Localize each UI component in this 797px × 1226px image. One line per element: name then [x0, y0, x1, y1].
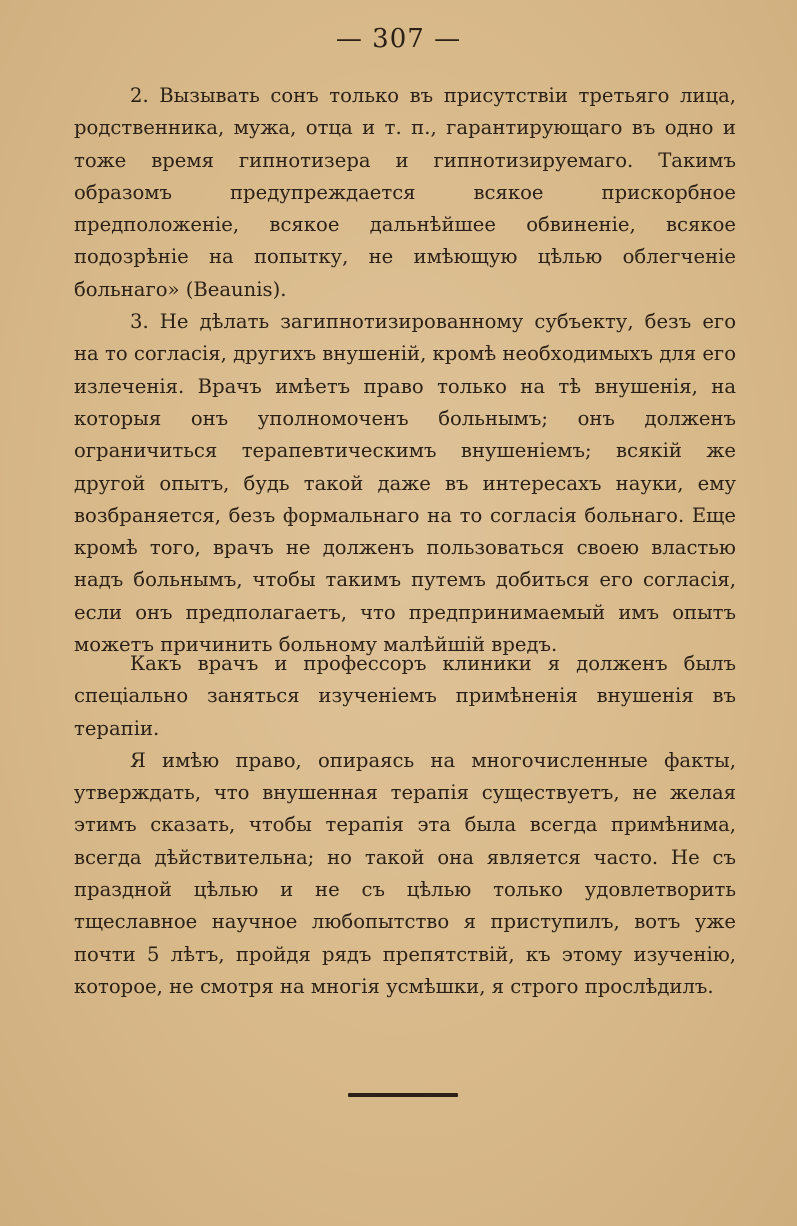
page-number: — 307 — [335, 24, 462, 54]
paragraph-clinic: Какъ врачъ и профессоръ клиники я долженъ былъ спеціально заняться изученіемъ примѣненія внушенія въ терапіи. [74, 652, 736, 740]
text-section-upper [74, 80, 736, 661]
text-section-lower [74, 648, 736, 1003]
paragraph-therapy: Я имѣю право, опираясь на многочисленные факты, утверждать, что внушенная терапія существуетъ, не желая этимъ сказать, чтобы терапія эта была всегда примѣнима, всегда дѣйствительна; но такой она является часто. Не съ праздной цѣлью и не съ цѣлью только удовлетворить тщеславное научное любопытство я приступилъ, вотъ уже почти 5 лѣтъ, пройдя рядъ препятствій, къ этому изученію, которое, не смотря на многія усмѣшки, я строго прослѣдилъ. [74, 748, 736, 998]
paragraph-rule-3: 3. Не дѣлать загипнотизированному субъекту, безъ его на то согласія, другихъ внушеній, кромѣ необходимыхъ для его излеченія. Врачъ имѣетъ право только на тѣ внушенія, на которыя онъ уполномоченъ больнымъ; онъ долженъ ограничиться терапевтическимъ внушеніемъ; всякій же другой опытъ, будь такой даже въ интересахъ науки, ему возбраняется, безъ формальнаго на то согласія больнаго. Еще кромѣ того, врачъ не долженъ пользоваться своею властью надъ больнымъ, чтобы такимъ путемъ добиться его согласія, если онъ предполагаетъ, что предпринимаемый имъ опытъ можетъ причинить больному малѣйшій вредъ. [74, 310, 736, 657]
section-divider [348, 1093, 458, 1097]
paragraph-rule-2: 2. Вызывать сонъ только въ присутствіи третьяго лица, родственника, мужа, отца и т. п., гарантирующаго въ одно и тоже время гипнотизера и гипнотизируемаго. Такимъ образомъ предупреждается всякое прискорбное предположеніе, всякое дальнѣйшее обвиненіе, всякое подозрѣніе на попытку, не имѣющую цѣлью облегченіе больнаго» (Beaunis). [74, 84, 736, 301]
